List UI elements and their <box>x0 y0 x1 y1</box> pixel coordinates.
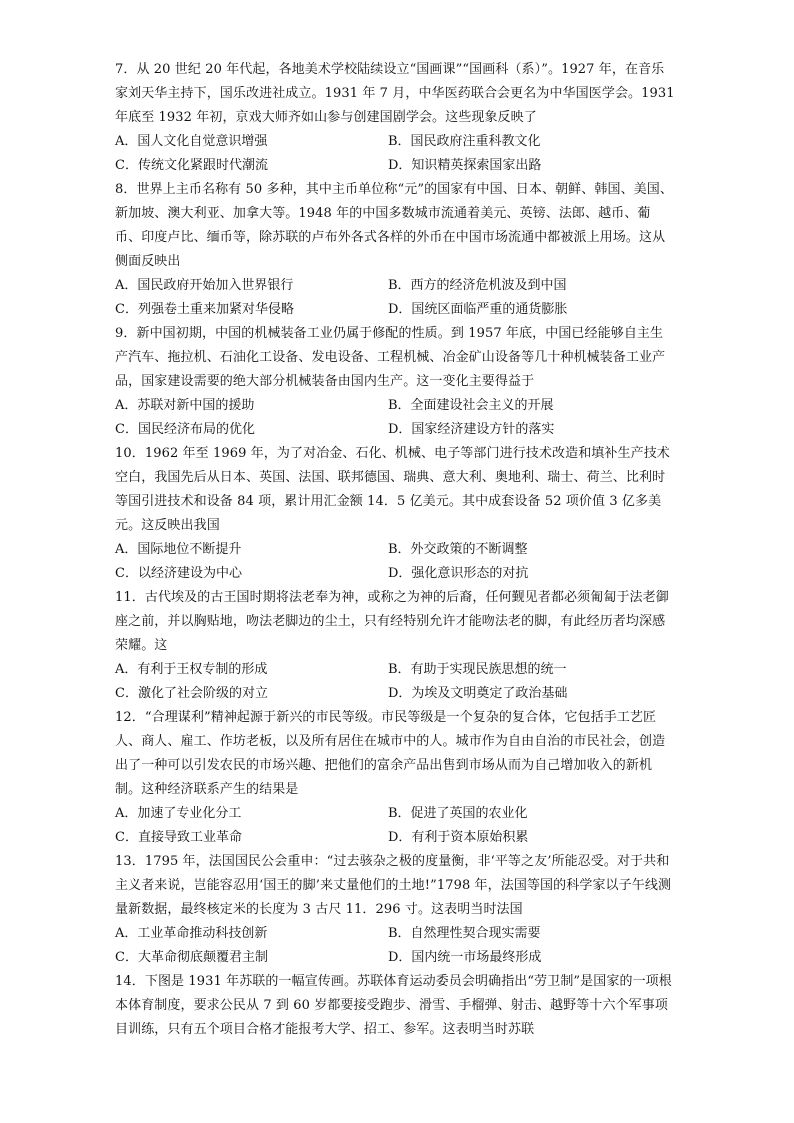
question-10-stem: 10．1962 年至 1969 年，为了对冶金、石化、机械、电子等部门进行技术改造和填补生产技术空白，我国先后从日本、英国、法国、联邦德国、瑞典、意大利、奥地利、瑞士、荷兰、比利时等国引进技术和设备 84 项，累计用汇金额 14．5 亿美元。其中成套设备 52 项价值 3 亿多美元。这反映出我国 <box>115 446 670 533</box>
option-b: B．促进了英国的农业化 <box>388 806 528 821</box>
option-c: C．国民经济布局的优化 <box>115 422 255 437</box>
option-d: D．有利于资本原始积累 <box>388 830 529 845</box>
option-c: C．传统文化紧跟时代潮流 <box>115 158 268 173</box>
option-c: C．大革命彻底颠覆君主制 <box>115 950 268 965</box>
question-12-options <box>115 802 675 850</box>
option-b: B．外交政策的不断调整 <box>388 542 528 557</box>
option-a: A．国际地位不断提升 <box>115 542 242 557</box>
option-b: B．有助于实现民族思想的统一 <box>388 662 567 677</box>
question-9-options <box>115 394 675 442</box>
option-a: A．苏联对新中国的援助 <box>115 398 255 413</box>
question-9-stem: 9．新中国初期，中国的机械装备工业仍属于修配的性质。到 1957 年底，中国已经能够自主生产汽车、拖拉机、石油化工设备、发电设备、工程机械、冶金矿山设备等几十种机械装备工业产品，国家建设需要的绝大部分机械装备由国内生产。这一变化主要得益于 <box>115 326 666 389</box>
option-b: B．国民政府注重科教文化 <box>388 134 541 149</box>
question-10-options <box>115 538 675 586</box>
question-7-options <box>115 130 675 178</box>
option-b: B．西方的经济危机波及到中国 <box>388 278 567 293</box>
question-13-stem: 13．1795 年，法国国民公会重申：“过去骇杂之极的度量衡，非‘平等之友’所能忍受。对于共和主义者来说，岂能容忍用‘国王的脚’来丈量他们的土地!”1798 年，法国等国的科学家以子午线测量新数据，最终核定米的长度为 3 古尺 11．296 寸。这表明当时法国 <box>115 854 672 917</box>
question-8-stem: 8．世界上主币名称有 50 多种，其中主币单位称“元”的国家有中国、日本、朝鲜、韩国、美国、新加坡、澳大利亚、加拿大等。1948 年的中国多数城市流通着美元、英镑、法郎、越币、葡币、印度卢比、缅币等，除苏联的卢布外各式各样的外币在中国市场流通中都被派上用场。这从侧面反映出 <box>115 182 673 269</box>
option-c: C．直接导致工业革命 <box>115 830 242 845</box>
option-d: D．强化意识形态的对抗 <box>388 566 529 581</box>
question-list <box>115 58 675 1042</box>
option-d: D．国家经济建设方针的落实 <box>388 422 555 437</box>
question-7-stem: 7．从 20 世纪 20 年代起，各地美术学校陆续设立“国画课”“国画科（系）”。1927 年，在音乐家刘天华主持下，国乐改进社成立。1931 年 7 月，中华医药联合会更名为中华国医学会。1931年底至 1932 年初，京戏大师齐如山参与创建国剧学会。这些现象反映了 <box>115 62 675 125</box>
option-c: C．以经济建设为中心 <box>115 566 242 581</box>
option-c: C．激化了社会阶级的对立 <box>115 686 268 701</box>
question-11-options <box>115 658 675 706</box>
option-a: A．有利于王权专制的形成 <box>115 662 268 677</box>
question-14-stem: 14．下图是 1931 年苏联的一幅宣传画。苏联体育运动委员会明确指出“劳卫制”是国家的一项根本体育制度，要求公民从 7 到 60 岁都要接受跑步、滑雪、手榴弹、射击、越野等十六个军事项目训练，只有五个项目合格才能报考大学、招工、参军。这表明当时苏联 <box>115 974 672 1037</box>
question-11-stem: 11．古代埃及的古王国时期将法老奉为神，或称之为神的后裔，任何觐见者都必须匍匐于法老御座之前，并以胸贴地，吻法老脚边的尘土，只有经特别允许才能吻法老的脚，有此经历者均深感荣耀。这 <box>115 590 669 653</box>
option-b: B．全面建设社会主义的开展 <box>388 398 554 413</box>
question-13-options <box>115 922 675 970</box>
option-a: A．国民政府开始加入世界银行 <box>115 278 294 293</box>
option-a: A．国人文化自觉意识增强 <box>115 134 268 149</box>
option-d: D．知识精英探索国家出路 <box>388 158 542 173</box>
option-c: C．列强卷土重来加紧对华侵略 <box>115 302 294 317</box>
option-d: D．为埃及文明奠定了政治基础 <box>388 686 568 701</box>
option-a: A．加速了专业化分工 <box>115 806 242 821</box>
question-12-stem: 12．“合理谋利”精神起源于新兴的市民等级。市民等级是一个复杂的复合体，它包括手工艺匠人、商人、雇工、作坊老板，以及所有居住在城市中的人。城市作为自由自治的市民社会，创造出了一种可以引发农民的市场兴趣、把他们的富余产品出售到市场从而为自己增加收入的新机制。这种经济联系产生的结果是 <box>115 710 666 797</box>
option-d: D．国内统一市场最终形成 <box>388 950 542 965</box>
question-8-options <box>115 274 675 322</box>
option-d: D．国统区面临严重的通货膨胀 <box>388 302 568 317</box>
option-a: A．工业革命推动科技创新 <box>115 926 268 941</box>
option-b: B．自然理性契合现实需要 <box>388 926 541 941</box>
